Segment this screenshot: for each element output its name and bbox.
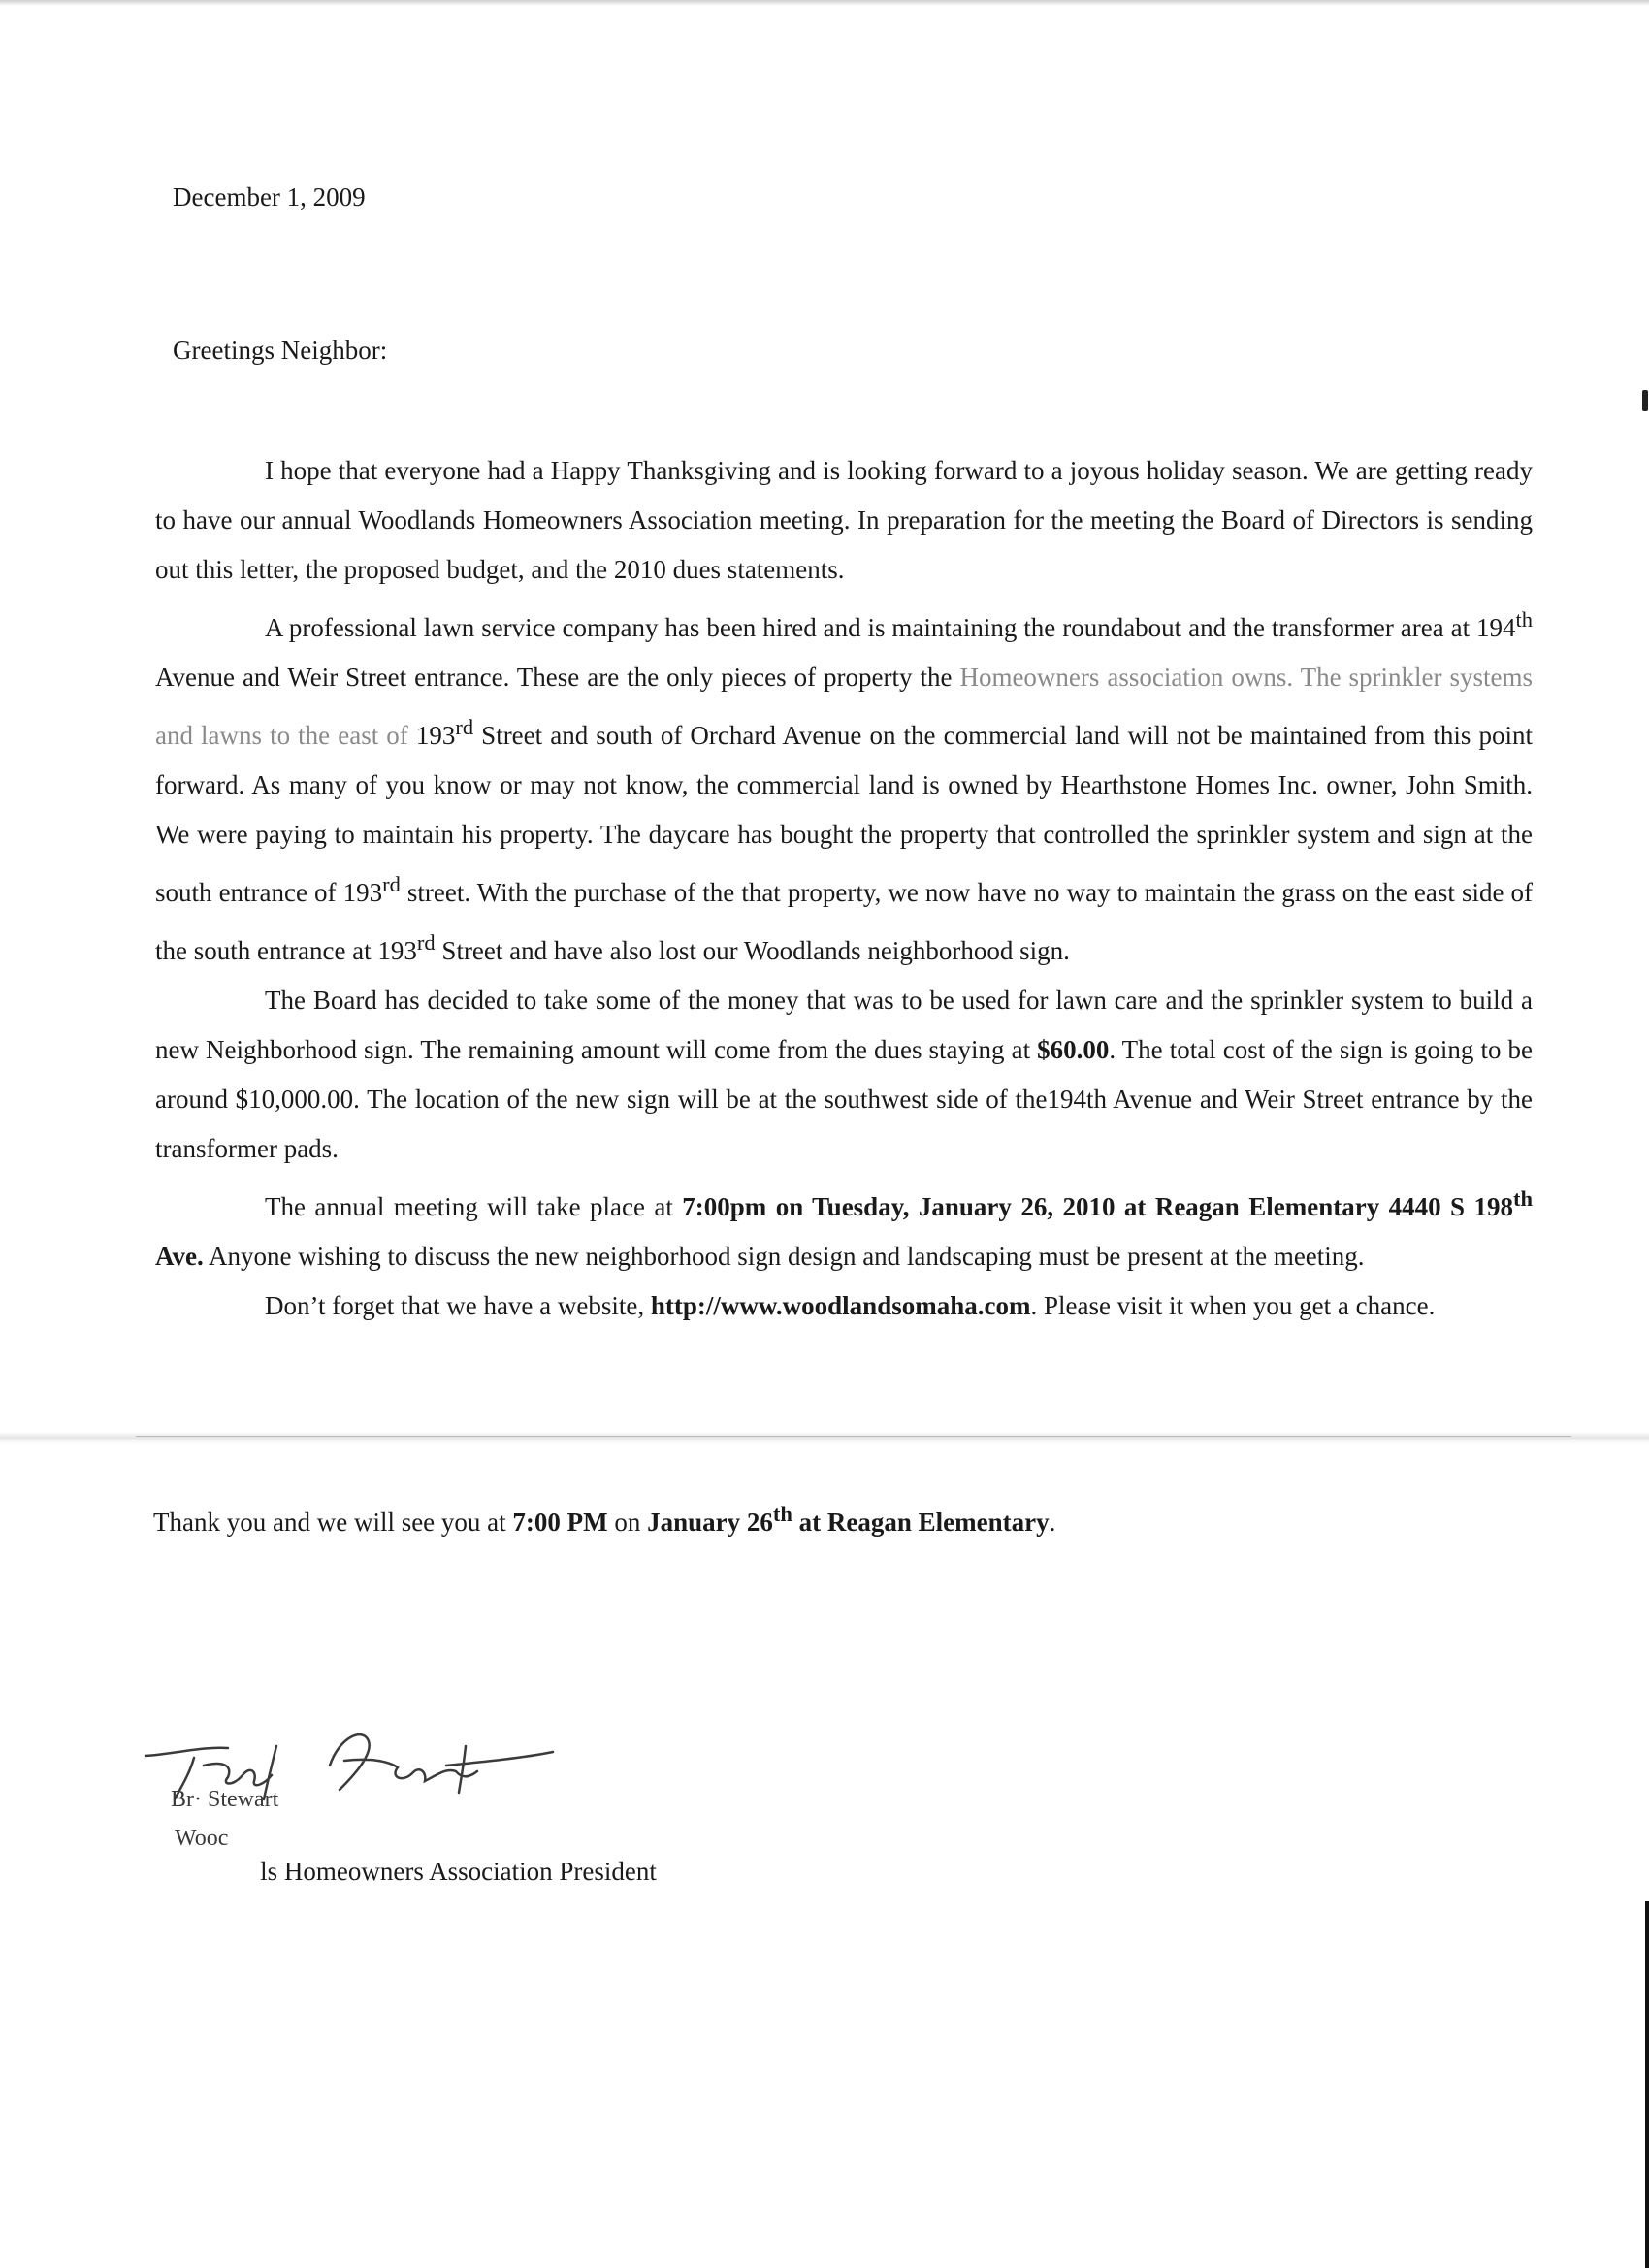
scan-edge-right bbox=[1645, 1901, 1649, 2268]
p2-text-d: Street and south of Orchard Avenue on the commercial land will not be maintained from this point forward. As many of you know or may not know, the commercial land is owned by Hearthstone Homes Inc. owner, John Smith. We were paying to maintain his property. The daycare has bought the property that controlled the sprinkler system and sign at the south entrance of 193 bbox=[155, 721, 1534, 907]
closing-text-a: Thank you and we will see you at bbox=[153, 1507, 513, 1537]
signer-title bbox=[175, 1826, 657, 1887]
closing-location: at Reagan Elementary bbox=[792, 1507, 1050, 1537]
meeting-details: 7:00pm on Tuesday, January 26, 2010 at Reagan Elementary 4440 S 198 bbox=[682, 1192, 1513, 1221]
signer-name: Br· Stewart bbox=[171, 1787, 279, 1812]
paragraph-5 bbox=[155, 1281, 1533, 1331]
closing-line bbox=[153, 1502, 1055, 1538]
closing-time: 7:00 PM bbox=[512, 1507, 608, 1537]
p2-text-a: A professional lawn service company has been hired and is maintaining the roundabout and the transformer area at 194 bbox=[265, 613, 1516, 642]
closing-text-b: on bbox=[607, 1507, 648, 1537]
p2-text-c: 193 bbox=[407, 721, 456, 750]
website-url: http://www.woodlandsomaha.com bbox=[650, 1291, 1031, 1320]
dues-amount: $60.00 bbox=[1037, 1035, 1110, 1064]
closing-sup: th bbox=[772, 1502, 792, 1526]
paragraph-4 bbox=[155, 1174, 1533, 1281]
letter-body bbox=[155, 446, 1533, 1331]
p2-text-e: street. With the purchase of the that property, we now have no way to maintain the grass on the east side of the south entrance at 193 bbox=[155, 878, 1533, 965]
p3-text-a: The Board has decided to take some of the money that was to be used for lawn care and the sprinkler system to build a new Neighborhood sign. The remaining amount will come from the dues staying at bbox=[155, 986, 1533, 1064]
paragraph-1 bbox=[155, 446, 1533, 595]
paragraph-3 bbox=[155, 976, 1533, 1174]
letter-greeting: Greetings Neighbor: bbox=[173, 336, 388, 365]
p2-text-b: Avenue and Weir Street entrance. These are the only pieces of property the bbox=[155, 663, 960, 692]
scan-edge-top bbox=[0, 0, 1649, 6]
paragraph-1-text: I hope that everyone had a Happy Thanksgiving and is looking forward to a joyous holiday season. We are getting ready to have our annual Woodlands Homeowners Association meeting. In preparation for the meeting the Board of Directors is sending out this letter, the proposed budget, and the 2010 dues statements. bbox=[155, 456, 1533, 584]
scan-mark bbox=[1642, 390, 1648, 411]
closing-period: . bbox=[1049, 1507, 1056, 1537]
p4-sup: th bbox=[1512, 1186, 1533, 1211]
p2-sup-2: rd bbox=[455, 715, 474, 739]
p4-text-b: Anyone wishing to discuss the new neighborhood sign design and landscaping must be present at the meeting. bbox=[203, 1242, 1365, 1271]
paper-fold-line bbox=[136, 1436, 1571, 1437]
p5-text-a: Don’t forget that we have a website, bbox=[265, 1291, 651, 1320]
letter-date: December 1, 2009 bbox=[173, 182, 366, 211]
paragraph-2 bbox=[155, 595, 1533, 976]
meeting-details-end: Ave. bbox=[155, 1242, 204, 1271]
p2-text-f: Street and have also lost our Woodlands neighborhood sign. bbox=[435, 936, 1070, 965]
p5-text-b: . Please visit it when you get a chance. bbox=[1030, 1291, 1436, 1320]
paper-fold bbox=[0, 1432, 1649, 1445]
p3-text-b: . The total cost of the sign is going to be around $10,000.00. The location of the new sign will be at the southwest side of the194th Avenue and Weir Street entrance by the transformer pads. bbox=[155, 1035, 1533, 1163]
signer-org: Wooc bbox=[175, 1826, 229, 1851]
p2-sup-3: rd bbox=[382, 872, 401, 896]
signer-title-text: ls Homeowners Association President bbox=[260, 1857, 657, 1886]
p4-text-a: The annual meeting will take place at bbox=[265, 1192, 683, 1221]
p2-sup-1: th bbox=[1515, 607, 1533, 632]
p2-faded-text: Homeowners association owns. The sprinkler systems and lawns to the east of bbox=[155, 663, 1534, 750]
p2-sup-4: rd bbox=[416, 930, 436, 955]
closing-date: January 26 bbox=[647, 1507, 773, 1537]
